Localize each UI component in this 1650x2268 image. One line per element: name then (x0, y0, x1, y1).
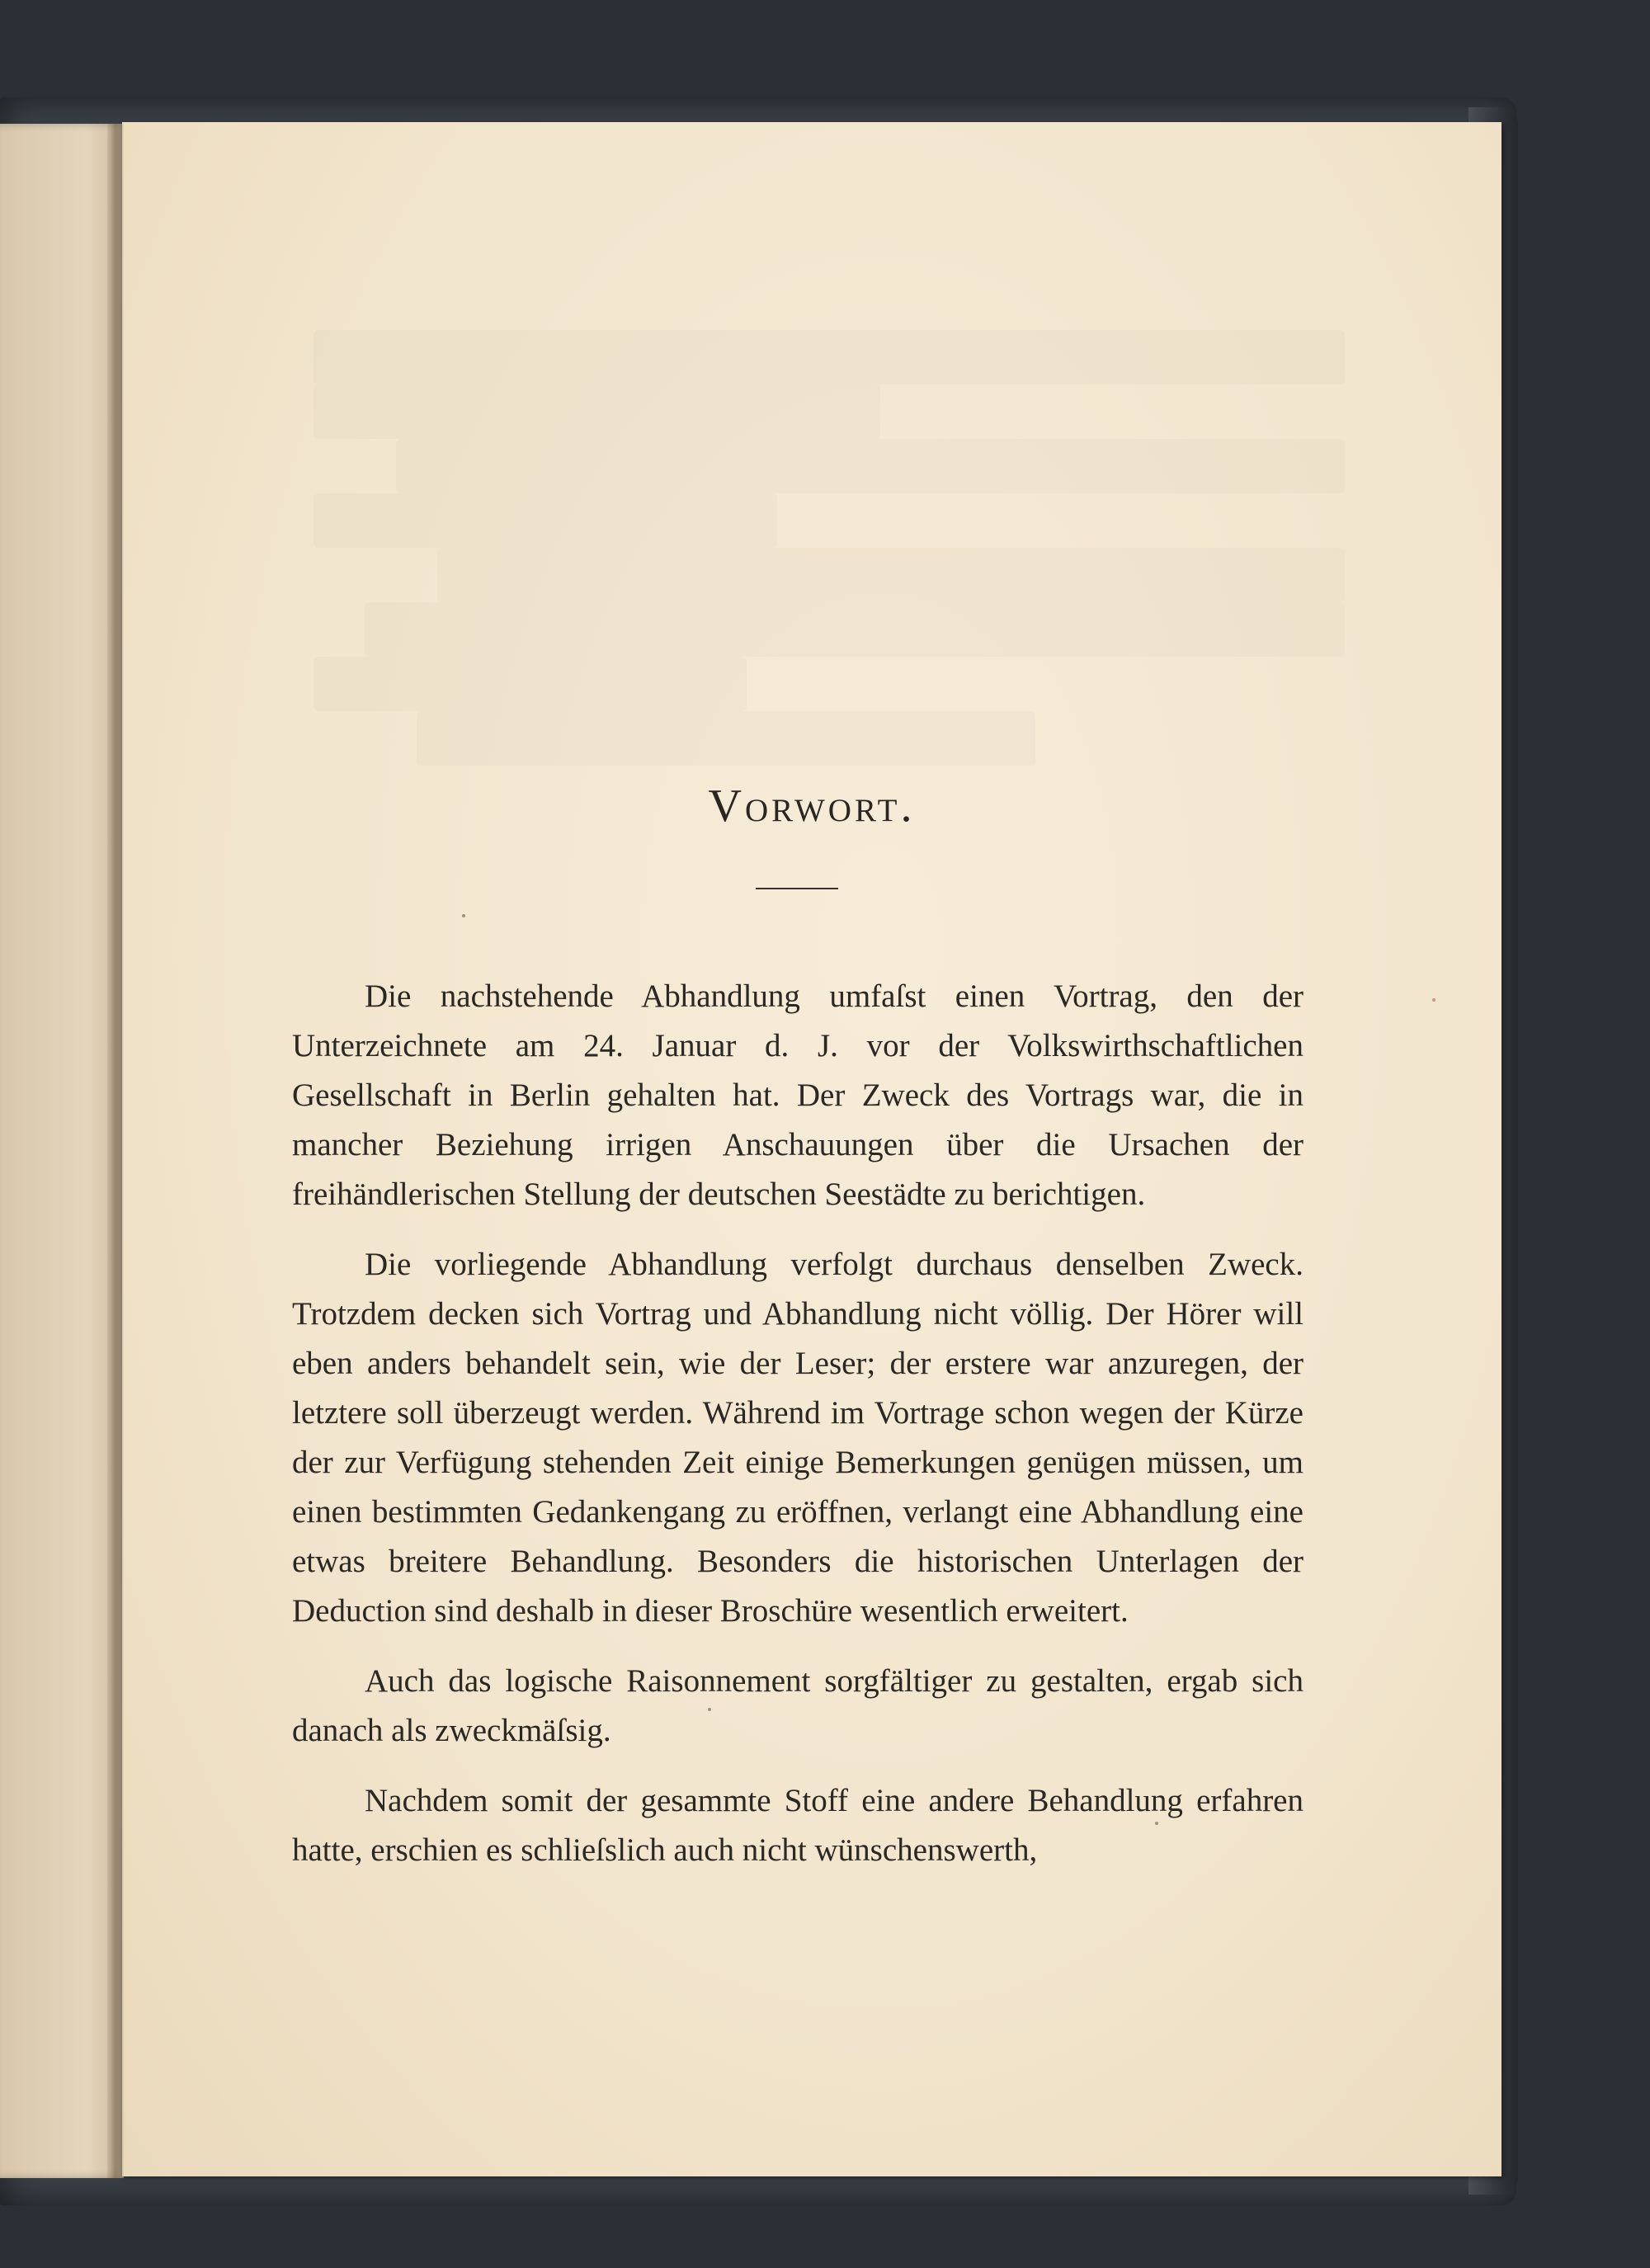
show-through-text (314, 330, 1345, 766)
paragraph: Nachdem somit der gesammte Stoff eine andere Behandlung erfahren hatte, erschien es schlieſslich auch nicht wünschenswerth, (292, 1783, 1304, 1868)
book-gutter (107, 124, 124, 2178)
body-text (292, 972, 1304, 1875)
paper-speck (462, 914, 465, 917)
previous-page-edge (0, 124, 124, 2178)
title-divider (756, 888, 838, 889)
paragraph: Auch das logische Raisonnement sorgfältiger zu gestalten, ergab sich danach als zweckmäſsig. (292, 1663, 1304, 1748)
paper-speck (708, 1708, 711, 1711)
paragraph: Die nachstehende Abhandlung umfaſst einen Vortrag, den der Unterzeichnete am 24. Januar d. J. vor der Volkswirthschaftlichen Gesellschaft in Berlin gehalten hat. Der Zweck des Vortrags war, die in mancher Beziehung irrigen Anschauungen über die Ursachen der freihändlerischen Stellung der deutschen Seestädte zu berichtigen. (292, 978, 1304, 1212)
page-title: Vorwort. (708, 780, 916, 832)
paragraph: Die vorliegende Abhandlung verfolgt durchaus denselben Zweck. Trotzdem decken sich Vortrag und Abhandlung nicht völlig. Der Hörer will eben anders behandelt sein, wie der Leser; der erstere war anzuregen, der letztere soll überzeugt werden. Während im Vortrage schon wegen der Kürze der zur Verfügung stehenden Zeit einige Bemerkungen genügen müssen, um einen bestimmten Gedankengang zu eröffnen, verlangt eine Abhandlung eine etwas breitere Behandlung. Besonders die historischen Unterlagen der Deduction sind deshalb in dieser Broschüre wesentlich erweitert. (292, 1247, 1304, 1629)
paper-speck (1155, 1822, 1158, 1825)
paper-speck (1432, 998, 1436, 1002)
